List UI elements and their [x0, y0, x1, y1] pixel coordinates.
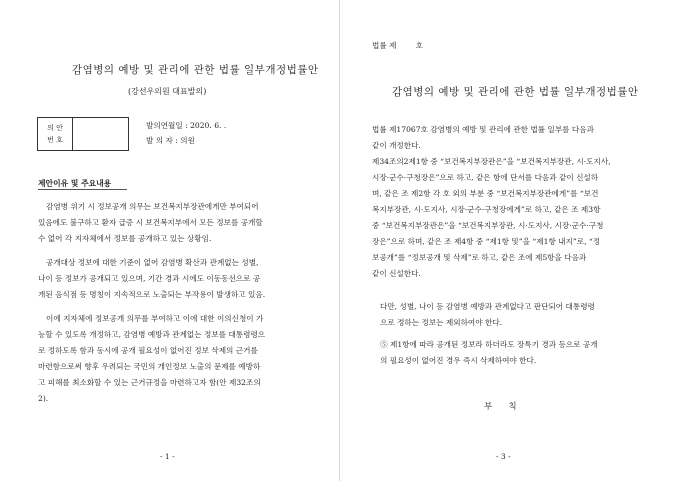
body-line: 법률 제17067호 감염병의 예방 및 관리에 관한 법률 일부를 다음과 [372, 125, 594, 134]
proposer-line: 발 의 자 : 의원 [146, 136, 195, 145]
bill-id-box [37, 117, 129, 151]
right-page-number: - 3 - [496, 452, 511, 461]
bill-id-label-line2: 번 호 [47, 136, 63, 144]
reason-paragraph-3 [38, 311, 265, 407]
left-page-number: - 1 - [160, 452, 175, 461]
body-line: 장은”으로 하며, 같은 조 제4항 중 “제1항 및”을 “제1항 내지”로, “정 [372, 237, 601, 246]
body-line: 보공개”를 “정보공개 및 삭제”로 하고, 같은 조에 제5항을 다음과 [372, 253, 587, 262]
amendment-body [372, 122, 611, 282]
paragraph-line: 나이 등 정보가 공개되고 있으며, 기간 경과 시에도 이동동선으로 공 [38, 274, 261, 283]
body-line: 시장·군수·구청장은”으로 하고, 같은 항에 단서를 다음과 같이 신설하 [372, 173, 599, 182]
paragraph-line: 2). [38, 394, 49, 403]
paragraph-line: 마련함으로써 향후 우려되는 국민의 개인정보 노출의 문제를 예방하 [38, 362, 261, 371]
proposal-date: 발의연월일 : 2020. 6. . [146, 121, 227, 130]
new-paragraph-5 [380, 337, 598, 369]
paragraph-line: 수 없어 각 지자체에서 정보를 공개하고 있는 상황임. [38, 234, 212, 243]
bill-number-label: 법률 제 호 [372, 41, 424, 50]
heading-underline [38, 189, 127, 190]
paragraph-line: 고 피해를 최소화할 수 있는 근거규정을 마련하고자 함(안 제32조의 [38, 378, 261, 387]
body-line: 복지부장관, 시·도지사, 시장·군수·구청장에게”로 하고, 같은 조 제3항 [372, 205, 601, 214]
paragraph-line: 있음에도 불구하고 환자 급증 시 보건복지부에서 모든 정보를 공개할 [38, 218, 263, 227]
body-line: 같이 신설한다. [372, 269, 421, 278]
bill-id-label-line1: 의 안 [47, 124, 63, 132]
bill-id-label [38, 118, 73, 150]
proviso-line: 으로 정하는 정보는 제외하여야 한다. [380, 318, 503, 327]
body-line: 제34조의2제1항 중 “보건복지부장관은”을 “보건복지부장관, 시·도지사, [372, 157, 611, 166]
section-heading: 제안이유 및 주요내용 [38, 179, 112, 188]
paragraph-line: 이에 지자체에 정보공개 의무를 부여하고 이에 대한 이의신청이 가 [46, 314, 264, 323]
left-page-title: 감염병의 예방 및 관리에 관한 법률 일부개정법률안 [72, 64, 319, 76]
supplementary-provisions-heading: 부 칙 [484, 402, 517, 412]
proposer-note: (강선우의원 대표발의) [128, 87, 207, 96]
proviso-text [380, 299, 595, 331]
body-line: 같이 개정한다. [372, 141, 421, 150]
new-paragraph-line: 의 필요성이 없어진 경우 즉시 삭제하여야 한다. [380, 356, 537, 365]
paragraph-line: 공개대상 정보에 대한 기준이 없어 감염병 확산과 관계없는 성별, [46, 258, 259, 267]
new-paragraph-line: ⑤ 제1항에 따라 공개된 정보라 하더라도 장특기 경과 등으로 공개 [380, 340, 598, 349]
reason-paragraph-2 [38, 255, 265, 303]
right-page [340, 0, 680, 481]
proviso-line: 다만, 성별, 나이 등 감염병 예방과 관계없다고 판단되어 대통령령 [380, 302, 595, 311]
paragraph-line: 개된 음식점 등 명칭이 지속적으로 노출되는 부작용이 발생하고 있음. [38, 290, 266, 299]
right-page-title: 감염병의 예방 및 관리에 관한 법률 일부개정법률안 [392, 86, 639, 98]
body-line: 며, 같은 조 제2항 각 호 외의 부분 중 “보건복지부장관에게”를 “보건 [372, 189, 599, 198]
paragraph-line: 로 정하도록 함과 동시에 공개 필요성이 없어진 정보 삭제의 근거를 [38, 346, 258, 355]
reason-paragraph-1 [38, 199, 263, 247]
body-line: 중 “보건복지부장관은”을 “보건복지부장관, 시·도지사, 시장·군수·구청 [372, 221, 604, 230]
paragraph-line: 능할 수 있도록 개정하고, 감염병 예방과 관계없는 정보를 대통령령으 [38, 330, 266, 339]
paragraph-line: 감염병 위기 시 정보공개 의무는 보건복지부장관에게만 부여되어 [46, 202, 259, 211]
